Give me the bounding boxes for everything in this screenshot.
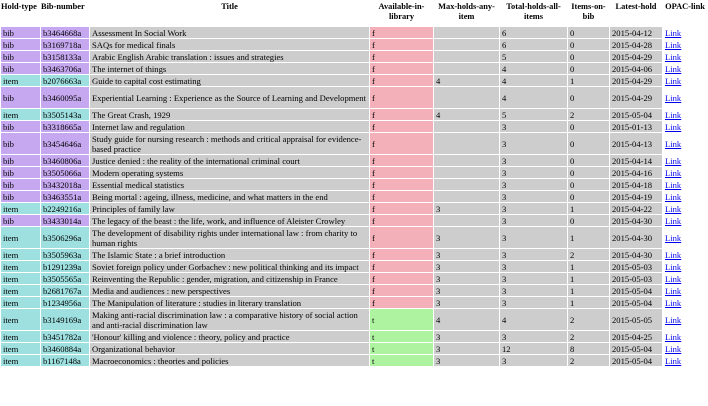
items-on-bib-cell: 2 xyxy=(568,249,609,260)
latest-hold-cell: 2015-04-29 xyxy=(610,51,662,62)
max-holds-cell xyxy=(434,39,499,50)
available-cell: f xyxy=(370,87,433,108)
table-row xyxy=(1,215,707,226)
title-cell: Principles of family law xyxy=(90,203,369,214)
latest-hold-cell: 2015-04-06 xyxy=(610,63,662,74)
title-cell: Being mortal : ageing, illness, medicine, and what matters in the end xyxy=(90,191,369,202)
table-row xyxy=(1,121,707,132)
total-holds-cell: 3 xyxy=(500,331,567,342)
opac-link[interactable]: Link xyxy=(665,167,682,178)
opac-link-cell xyxy=(663,27,707,38)
items-on-bib-cell: 0 xyxy=(568,191,609,202)
opac-link[interactable]: Link xyxy=(665,355,682,366)
items-on-bib-cell: 1 xyxy=(568,285,609,296)
items-on-bib-cell: 1 xyxy=(568,75,609,86)
total-holds-cell: 6 xyxy=(500,39,567,50)
max-holds-cell: 3 xyxy=(434,249,499,260)
latest-hold-cell: 2015-04-16 xyxy=(610,167,662,178)
opac-link[interactable]: Link xyxy=(665,261,682,272)
available-cell: f xyxy=(370,285,433,296)
available-cell: f xyxy=(370,167,433,178)
items-on-bib-cell: 1 xyxy=(568,297,609,308)
latest-hold-cell: 2015-05-04 xyxy=(610,355,662,366)
hold-type-cell: bib xyxy=(1,133,40,154)
hold-type-cell: item xyxy=(1,331,40,342)
opac-link[interactable]: Link xyxy=(665,75,682,86)
opac-link[interactable]: Link xyxy=(665,343,682,354)
bib-number-cell: b3451782a xyxy=(41,331,89,342)
hold-type-cell: item xyxy=(1,309,40,330)
available-cell: f xyxy=(370,203,433,214)
total-holds-cell: 3 xyxy=(500,297,567,308)
table-row xyxy=(1,285,707,296)
total-holds-cell: 4 xyxy=(500,63,567,74)
hold-type-cell: bib xyxy=(1,87,40,108)
bib-number-cell: b3506296a xyxy=(41,227,89,248)
latest-hold-cell: 2015-05-04 xyxy=(610,297,662,308)
table-row xyxy=(1,203,707,214)
total-holds-cell: 3 xyxy=(500,179,567,190)
available-cell: f xyxy=(370,27,433,38)
opac-link-cell xyxy=(663,261,707,272)
items-on-bib-cell: 0 xyxy=(568,87,609,108)
max-holds-cell xyxy=(434,27,499,38)
opac-link[interactable]: Link xyxy=(665,232,682,243)
max-holds-cell xyxy=(434,167,499,178)
latest-hold-cell: 2015-04-14 xyxy=(610,155,662,166)
bib-number-cell: b3433014a xyxy=(41,215,89,226)
hold-type-cell: item xyxy=(1,297,40,308)
latest-hold-cell: 2015-04-29 xyxy=(610,87,662,108)
opac-link-cell xyxy=(663,179,707,190)
max-holds-cell: 4 xyxy=(434,109,499,120)
header-title: Title xyxy=(221,2,238,11)
items-on-bib-cell: 0 xyxy=(568,179,609,190)
hold-type-cell: item xyxy=(1,343,40,354)
opac-link-cell xyxy=(663,309,707,330)
bib-number-cell: b1291239a xyxy=(41,261,89,272)
max-holds-cell: 4 xyxy=(434,309,499,330)
opac-link-cell xyxy=(663,343,707,354)
opac-link[interactable]: Link xyxy=(665,121,682,132)
max-holds-cell: 3 xyxy=(434,227,499,248)
max-holds-cell: 3 xyxy=(434,261,499,272)
bib-number-cell: b3464668a xyxy=(41,27,89,38)
total-holds-cell: 3 xyxy=(500,273,567,284)
latest-hold-cell: 2015-05-04 xyxy=(610,109,662,120)
bib-number-cell: b3460095a xyxy=(41,87,89,108)
opac-link-cell xyxy=(663,109,707,120)
hold-type-cell: bib xyxy=(1,191,40,202)
header-total-holds: Total-holds-all-items xyxy=(506,2,561,21)
hold-type-cell: item xyxy=(1,109,40,120)
total-holds-cell: 4 xyxy=(500,75,567,86)
available-cell: f xyxy=(370,261,433,272)
items-on-bib-cell: 1 xyxy=(568,227,609,248)
hold-type-cell: bib xyxy=(1,155,40,166)
total-holds-cell: 4 xyxy=(500,309,567,330)
available-cell: f xyxy=(370,51,433,62)
hold-type-cell: item xyxy=(1,75,40,86)
hold-type-cell: item xyxy=(1,203,40,214)
opac-link[interactable]: Link xyxy=(665,285,682,296)
available-cell: f xyxy=(370,133,433,154)
bib-number-cell: b3505963a xyxy=(41,249,89,260)
bib-number-cell: b3460806a xyxy=(41,155,89,166)
title-cell: Internet law and regulation xyxy=(90,121,369,132)
items-on-bib-cell: 8 xyxy=(568,343,609,354)
items-on-bib-cell: 0 xyxy=(568,215,609,226)
title-cell: Macroeconomics : theories and policies xyxy=(90,355,369,366)
opac-link-cell xyxy=(663,87,707,108)
available-cell: f xyxy=(370,63,433,74)
total-holds-cell: 3 xyxy=(500,191,567,202)
opac-link[interactable]: Link xyxy=(665,314,682,325)
available-cell: t xyxy=(370,343,433,354)
opac-link-cell xyxy=(663,133,707,154)
available-cell: f xyxy=(370,273,433,284)
title-cell: Guide to capital cost estimating xyxy=(90,75,369,86)
opac-link[interactable]: Link xyxy=(665,203,682,214)
title-cell: The internet of things xyxy=(90,63,369,74)
table-row xyxy=(1,227,707,248)
opac-link-cell xyxy=(663,191,707,202)
title-cell: Justice denied : the reality of the international criminal court xyxy=(90,155,369,166)
bib-number-cell: b3505143a xyxy=(41,109,89,120)
max-holds-cell xyxy=(434,87,499,108)
opac-link-cell xyxy=(663,355,707,366)
latest-hold-cell: 2015-04-12 xyxy=(610,27,662,38)
hold-type-cell: item xyxy=(1,261,40,272)
bib-number-cell: b3463551a xyxy=(41,191,89,202)
opac-link[interactable]: Link xyxy=(665,39,682,50)
total-holds-cell: 5 xyxy=(500,109,567,120)
max-holds-cell: 3 xyxy=(434,355,499,366)
title-cell: Arabic English Arabic translation : issues and strategies xyxy=(90,51,369,62)
header-bib-number: Bib-number xyxy=(41,2,85,11)
header-opac-link: OPAC-link xyxy=(665,2,705,11)
hold-type-cell: bib xyxy=(1,63,40,74)
items-on-bib-cell: 2 xyxy=(568,355,609,366)
title-cell: Making anti-racial discrimination law : a comparative history of social action and anti-racial discrimination law xyxy=(90,309,369,330)
bib-number-cell: b3463706a xyxy=(41,63,89,74)
latest-hold-cell: 2015-04-25 xyxy=(610,331,662,342)
total-holds-cell: 5 xyxy=(500,51,567,62)
max-holds-cell xyxy=(434,133,499,154)
table-row xyxy=(1,27,707,38)
bib-number-cell: b1234956a xyxy=(41,297,89,308)
latest-hold-cell: 2015-04-30 xyxy=(610,249,662,260)
latest-hold-cell: 2015-04-19 xyxy=(610,191,662,202)
opac-link-cell xyxy=(663,227,707,248)
latest-hold-cell: 2015-04-18 xyxy=(610,179,662,190)
latest-hold-cell: 2015-04-29 xyxy=(610,75,662,86)
max-holds-cell: 3 xyxy=(434,273,499,284)
bib-number-cell: b3505066a xyxy=(41,167,89,178)
bib-number-cell: b3149169a xyxy=(41,309,89,330)
title-cell: Organizational behavior xyxy=(90,343,369,354)
table-row xyxy=(1,355,707,366)
bib-number-cell: b2249216a xyxy=(41,203,89,214)
total-holds-cell: 3 xyxy=(500,261,567,272)
max-holds-cell xyxy=(434,121,499,132)
table-row xyxy=(1,343,707,354)
opac-link-cell xyxy=(663,63,707,74)
max-holds-cell xyxy=(434,179,499,190)
table-row xyxy=(1,109,707,120)
total-holds-cell: 3 xyxy=(500,155,567,166)
available-cell: f xyxy=(370,155,433,166)
opac-link-cell xyxy=(663,285,707,296)
items-on-bib-cell: 0 xyxy=(568,121,609,132)
opac-link[interactable]: Link xyxy=(665,63,682,74)
table-row xyxy=(1,191,707,202)
table-row xyxy=(1,155,707,166)
table-row xyxy=(1,51,707,62)
available-cell: f xyxy=(370,191,433,202)
available-cell: f xyxy=(370,297,433,308)
max-holds-cell: 3 xyxy=(434,331,499,342)
total-holds-cell: 3 xyxy=(500,121,567,132)
hold-type-cell: item xyxy=(1,273,40,284)
bib-number-cell: b3318665a xyxy=(41,121,89,132)
hold-type-cell: bib xyxy=(1,121,40,132)
items-on-bib-cell: 0 xyxy=(568,133,609,154)
opac-link-cell xyxy=(663,273,707,284)
opac-link[interactable]: Link xyxy=(665,273,682,284)
items-on-bib-cell: 2 xyxy=(568,309,609,330)
hold-type-cell: bib xyxy=(1,27,40,38)
opac-link[interactable]: Link xyxy=(665,92,682,103)
total-holds-cell: 3 xyxy=(500,285,567,296)
max-holds-cell xyxy=(434,63,499,74)
table-row xyxy=(1,63,707,74)
title-cell: Reinventing the Republic : gender, migration, and citizenship in France xyxy=(90,273,369,284)
opac-link-cell xyxy=(663,51,707,62)
items-on-bib-cell: 2 xyxy=(568,109,609,120)
hold-type-cell: bib xyxy=(1,167,40,178)
title-cell: 'Honour' killing and violence : theory, policy and practice xyxy=(90,331,369,342)
opac-link-cell xyxy=(663,249,707,260)
latest-hold-cell: 2015-05-04 xyxy=(610,285,662,296)
table-row xyxy=(1,87,707,108)
max-holds-cell: 4 xyxy=(434,75,499,86)
hold-type-cell: bib xyxy=(1,39,40,50)
title-cell: Assessment In Social Work xyxy=(90,27,369,38)
opac-link[interactable]: Link xyxy=(665,191,682,202)
hold-type-cell: item xyxy=(1,355,40,366)
title-cell: SAQs for medical finals xyxy=(90,39,369,50)
opac-link[interactable]: Link xyxy=(665,179,682,190)
opac-link[interactable]: Link xyxy=(665,215,682,226)
table-row xyxy=(1,249,707,260)
header-max-holds: Max-holds-any-item xyxy=(438,2,495,21)
title-cell: Media and audiences : new perspectives xyxy=(90,285,369,296)
hold-type-cell: item xyxy=(1,285,40,296)
opac-link-cell xyxy=(663,75,707,86)
total-holds-cell: 12 xyxy=(500,343,567,354)
available-cell: t xyxy=(370,355,433,366)
table-row xyxy=(1,331,707,342)
title-cell: Modern operating systems xyxy=(90,167,369,178)
bib-number-cell: b3158133a xyxy=(41,51,89,62)
table-row xyxy=(1,167,707,178)
available-cell: f xyxy=(370,179,433,190)
hold-type-cell: bib xyxy=(1,51,40,62)
table-row xyxy=(1,75,707,86)
opac-link[interactable]: Link xyxy=(665,51,682,62)
bib-number-cell: b3454646a xyxy=(41,133,89,154)
items-on-bib-cell: 1 xyxy=(568,203,609,214)
header-latest-hold: Latest-hold xyxy=(615,2,657,11)
hold-type-cell: item xyxy=(1,249,40,260)
title-cell: Study guide for nursing research : methods and critical appraisal for evidence-based practice xyxy=(90,133,369,154)
total-holds-cell: 3 xyxy=(500,133,567,154)
items-on-bib-cell: 0 xyxy=(568,155,609,166)
items-on-bib-cell: 0 xyxy=(568,167,609,178)
hold-type-cell: item xyxy=(1,227,40,248)
total-holds-cell: 4 xyxy=(500,87,567,108)
latest-hold-cell: 2015-04-22 xyxy=(610,203,662,214)
available-cell: t xyxy=(370,331,433,342)
latest-hold-cell: 2015-04-30 xyxy=(610,215,662,226)
header-available: Available-in-library xyxy=(378,2,425,21)
title-cell: Experiential Learning : Experience as the Source of Learning and Development xyxy=(90,87,369,108)
latest-hold-cell: 2015-04-13 xyxy=(610,133,662,154)
items-on-bib-cell: 0 xyxy=(568,63,609,74)
holds-table-body xyxy=(1,27,707,366)
header-hold-type: Hold-type xyxy=(1,2,37,11)
title-cell: The Islamic State : a brief introduction xyxy=(90,249,369,260)
hold-type-cell: bib xyxy=(1,215,40,226)
opac-link[interactable]: Link xyxy=(665,138,682,149)
available-cell: f xyxy=(370,249,433,260)
hold-type-cell: bib xyxy=(1,179,40,190)
opac-link-cell xyxy=(663,155,707,166)
bib-number-cell: b2681767a xyxy=(41,285,89,296)
available-cell: f xyxy=(370,109,433,120)
opac-link[interactable]: Link xyxy=(665,155,682,166)
bib-number-cell: b1167148a xyxy=(41,355,89,366)
title-cell: Soviet foreign policy under Gorbachev : new political thinking and its impact xyxy=(90,261,369,272)
title-cell: Essential medical statistics xyxy=(90,179,369,190)
available-cell: t xyxy=(370,309,433,330)
latest-hold-cell: 2015-05-05 xyxy=(610,309,662,330)
total-holds-cell: 3 xyxy=(500,167,567,178)
max-holds-cell: 3 xyxy=(434,297,499,308)
latest-hold-cell: 2015-01-13 xyxy=(610,121,662,132)
opac-link-cell xyxy=(663,297,707,308)
bib-number-cell: b3169718a xyxy=(41,39,89,50)
max-holds-cell: 3 xyxy=(434,285,499,296)
opac-link-cell xyxy=(663,203,707,214)
total-holds-cell: 3 xyxy=(500,249,567,260)
opac-link-cell xyxy=(663,39,707,50)
opac-link-cell xyxy=(663,331,707,342)
items-on-bib-cell: 1 xyxy=(568,261,609,272)
opac-link[interactable]: Link xyxy=(665,331,682,342)
available-cell: f xyxy=(370,215,433,226)
opac-link-cell xyxy=(663,215,707,226)
opac-link[interactable]: Link xyxy=(665,297,682,308)
title-cell: The legacy of the beast : the life, work, and influence of Aleister Crowley xyxy=(90,215,369,226)
header-row xyxy=(1,2,707,26)
table-row xyxy=(1,179,707,190)
available-cell: f xyxy=(370,121,433,132)
max-holds-cell: 3 xyxy=(434,343,499,354)
max-holds-cell: 3 xyxy=(434,203,499,214)
holds-table xyxy=(0,1,708,367)
title-cell: The Great Crash, 1929 xyxy=(90,109,369,120)
available-cell: f xyxy=(370,39,433,50)
bib-number-cell: b3432018a xyxy=(41,179,89,190)
max-holds-cell xyxy=(434,155,499,166)
latest-hold-cell: 2015-04-28 xyxy=(610,39,662,50)
table-row xyxy=(1,39,707,50)
table-row xyxy=(1,261,707,272)
max-holds-cell xyxy=(434,51,499,62)
available-cell: f xyxy=(370,227,433,248)
title-cell: The development of disability rights under international law : from charity to human rights xyxy=(90,227,369,248)
total-holds-cell: 3 xyxy=(500,227,567,248)
bib-number-cell: b3460884a xyxy=(41,343,89,354)
table-row xyxy=(1,297,707,308)
total-holds-cell: 3 xyxy=(500,203,567,214)
table-row xyxy=(1,309,707,330)
opac-link-cell xyxy=(663,167,707,178)
latest-hold-cell: 2015-05-04 xyxy=(610,343,662,354)
total-holds-cell: 3 xyxy=(500,355,567,366)
latest-hold-cell: 2015-05-03 xyxy=(610,273,662,284)
available-cell: f xyxy=(370,75,433,86)
opac-link[interactable]: Link xyxy=(665,109,682,120)
bib-number-cell: b2076663a xyxy=(41,75,89,86)
items-on-bib-cell: 0 xyxy=(568,39,609,50)
latest-hold-cell: 2015-04-30 xyxy=(610,227,662,248)
opac-link[interactable]: Link xyxy=(665,249,682,260)
items-on-bib-cell: 2 xyxy=(568,331,609,342)
max-holds-cell xyxy=(434,215,499,226)
items-on-bib-cell: 0 xyxy=(568,51,609,62)
opac-link[interactable]: Link xyxy=(665,27,682,38)
total-holds-cell: 3 xyxy=(500,215,567,226)
items-on-bib-cell: 1 xyxy=(568,273,609,284)
max-holds-cell xyxy=(434,191,499,202)
table-row xyxy=(1,273,707,284)
items-on-bib-cell: 0 xyxy=(568,27,609,38)
opac-link-cell xyxy=(663,121,707,132)
table-row xyxy=(1,133,707,154)
title-cell: The Manipulation of literature : studies in literary translation xyxy=(90,297,369,308)
latest-hold-cell: 2015-05-03 xyxy=(610,261,662,272)
header-items-on-bib: Items-on-bib xyxy=(571,2,606,21)
bib-number-cell: b3505565a xyxy=(41,273,89,284)
total-holds-cell: 6 xyxy=(500,27,567,38)
